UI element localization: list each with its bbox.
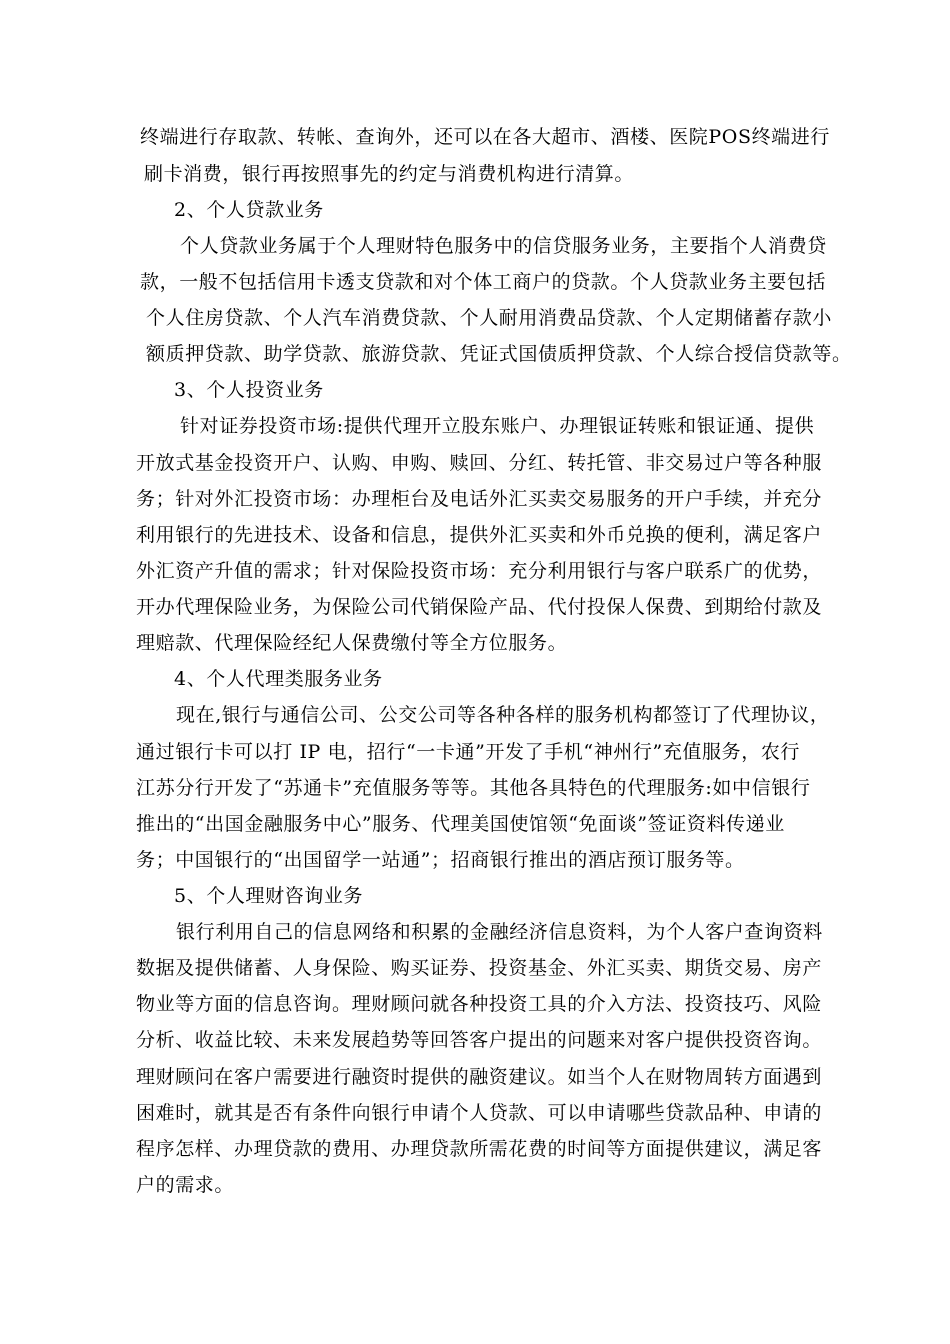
text-line: 推出的“出国金融服务中心”服务、代理美国使馆领“免面谈”签证资料传递业	[136, 813, 785, 835]
text-line: 理赔款、代理保险经纪人保费缴付等全方位服务。	[136, 632, 568, 654]
text-line: 个人住房贷款、个人汽车消费贷款、个人耐用消费品贷款、个人定期储蓄存款小	[146, 307, 833, 329]
text-line: 物业等方面的信息咨询。理财顾问就各种投资工具的介入方法、投资技巧、风险	[136, 993, 823, 1015]
text-line: 数据及提供储蓄、人身保险、购买证券、投资基金、外汇买卖、期货交易、房产	[136, 957, 823, 979]
text-line: 分析、收益比较、未来发展趋势等回答客户提出的问题来对客户提供投资咨询。	[136, 1029, 823, 1051]
text-line: 户的需求。	[136, 1174, 235, 1196]
text-line: 个人贷款业务属于个人理财特色服务中的信贷服务业务，主要指个人消费贷	[180, 235, 827, 257]
text-line: 额质押贷款、助学贷款、旅游贷款、凭证式国债质押贷款、个人综合授信贷款等。	[146, 343, 852, 365]
text-line: 江苏分行开发了“苏通卡”充值服务等等。其他各具特色的代理服务:如中信银行	[136, 777, 811, 799]
text-line: 刷卡消费，银行再按照事先的约定与消费机构进行清算。	[144, 163, 635, 185]
text-line: 务；针对外汇投资市场：办理柜台及电话外汇买卖交易服务的开户手续，并充分	[136, 488, 823, 510]
section-heading: 3、个人投资业务	[174, 379, 324, 401]
text-line: 外汇资产升值的需求；针对保险投资市场：充分利用银行与客户联系广的优势，	[136, 560, 823, 582]
text-line: 通过银行卡可以打 IP 电，招行“一卡通”开发了手机“神州行”充值服务，农行	[136, 741, 801, 763]
text-line: 利用银行的先进技术、设备和信息，提供外汇买卖和外币兑换的便利，满足客户	[136, 524, 823, 546]
text-line: 银行利用自己的信息网络和积累的金融经济信息资料，为个人客户查询资料	[176, 921, 823, 943]
text-line: 理财顾问在客户需要进行融资时提供的融资建议。如当个人在财物周转方面遇到	[136, 1066, 823, 1088]
section-heading: 5、个人理财咨询业务	[174, 885, 364, 907]
section-heading: 4、个人代理类服务业务	[174, 668, 383, 690]
text-line: 程序怎样、办理贷款的费用、办理贷款所需花费的时间等方面提供建议，满足客	[136, 1138, 823, 1160]
text-line: 针对证券投资市场:提供代理开立股东账户、办理银证转账和银证通、提供	[180, 415, 815, 437]
text-line: 开办代理保险业务，为保险公司代销保险产品、代付投保人保费、到期给付款及	[136, 596, 823, 618]
text-line: 现在,银行与通信公司、公交公司等各种各样的服务机构都签订了代理协议，	[176, 704, 830, 726]
text-line: 开放式基金投资开户、认购、申购、赎回、分红、转托管、非交易过户等各种服	[136, 452, 823, 474]
section-heading: 2、个人贷款业务	[174, 199, 324, 221]
text-line: 困难时，就其是否有条件向银行申请个人贷款、可以申请哪些贷款品种、申请的	[136, 1102, 823, 1124]
text-line: 款，一般不包括信用卡透支贷款和对个体工商户的贷款。个人贷款业务主要包括	[140, 271, 827, 293]
text-line: 务；中国银行的“出国留学一站通”；招商银行推出的酒店预订服务等。	[136, 849, 745, 871]
text-line: 终端进行存取款、转帐、查询外，还可以在各大超市、酒楼、医院POS终端进行	[140, 126, 830, 148]
